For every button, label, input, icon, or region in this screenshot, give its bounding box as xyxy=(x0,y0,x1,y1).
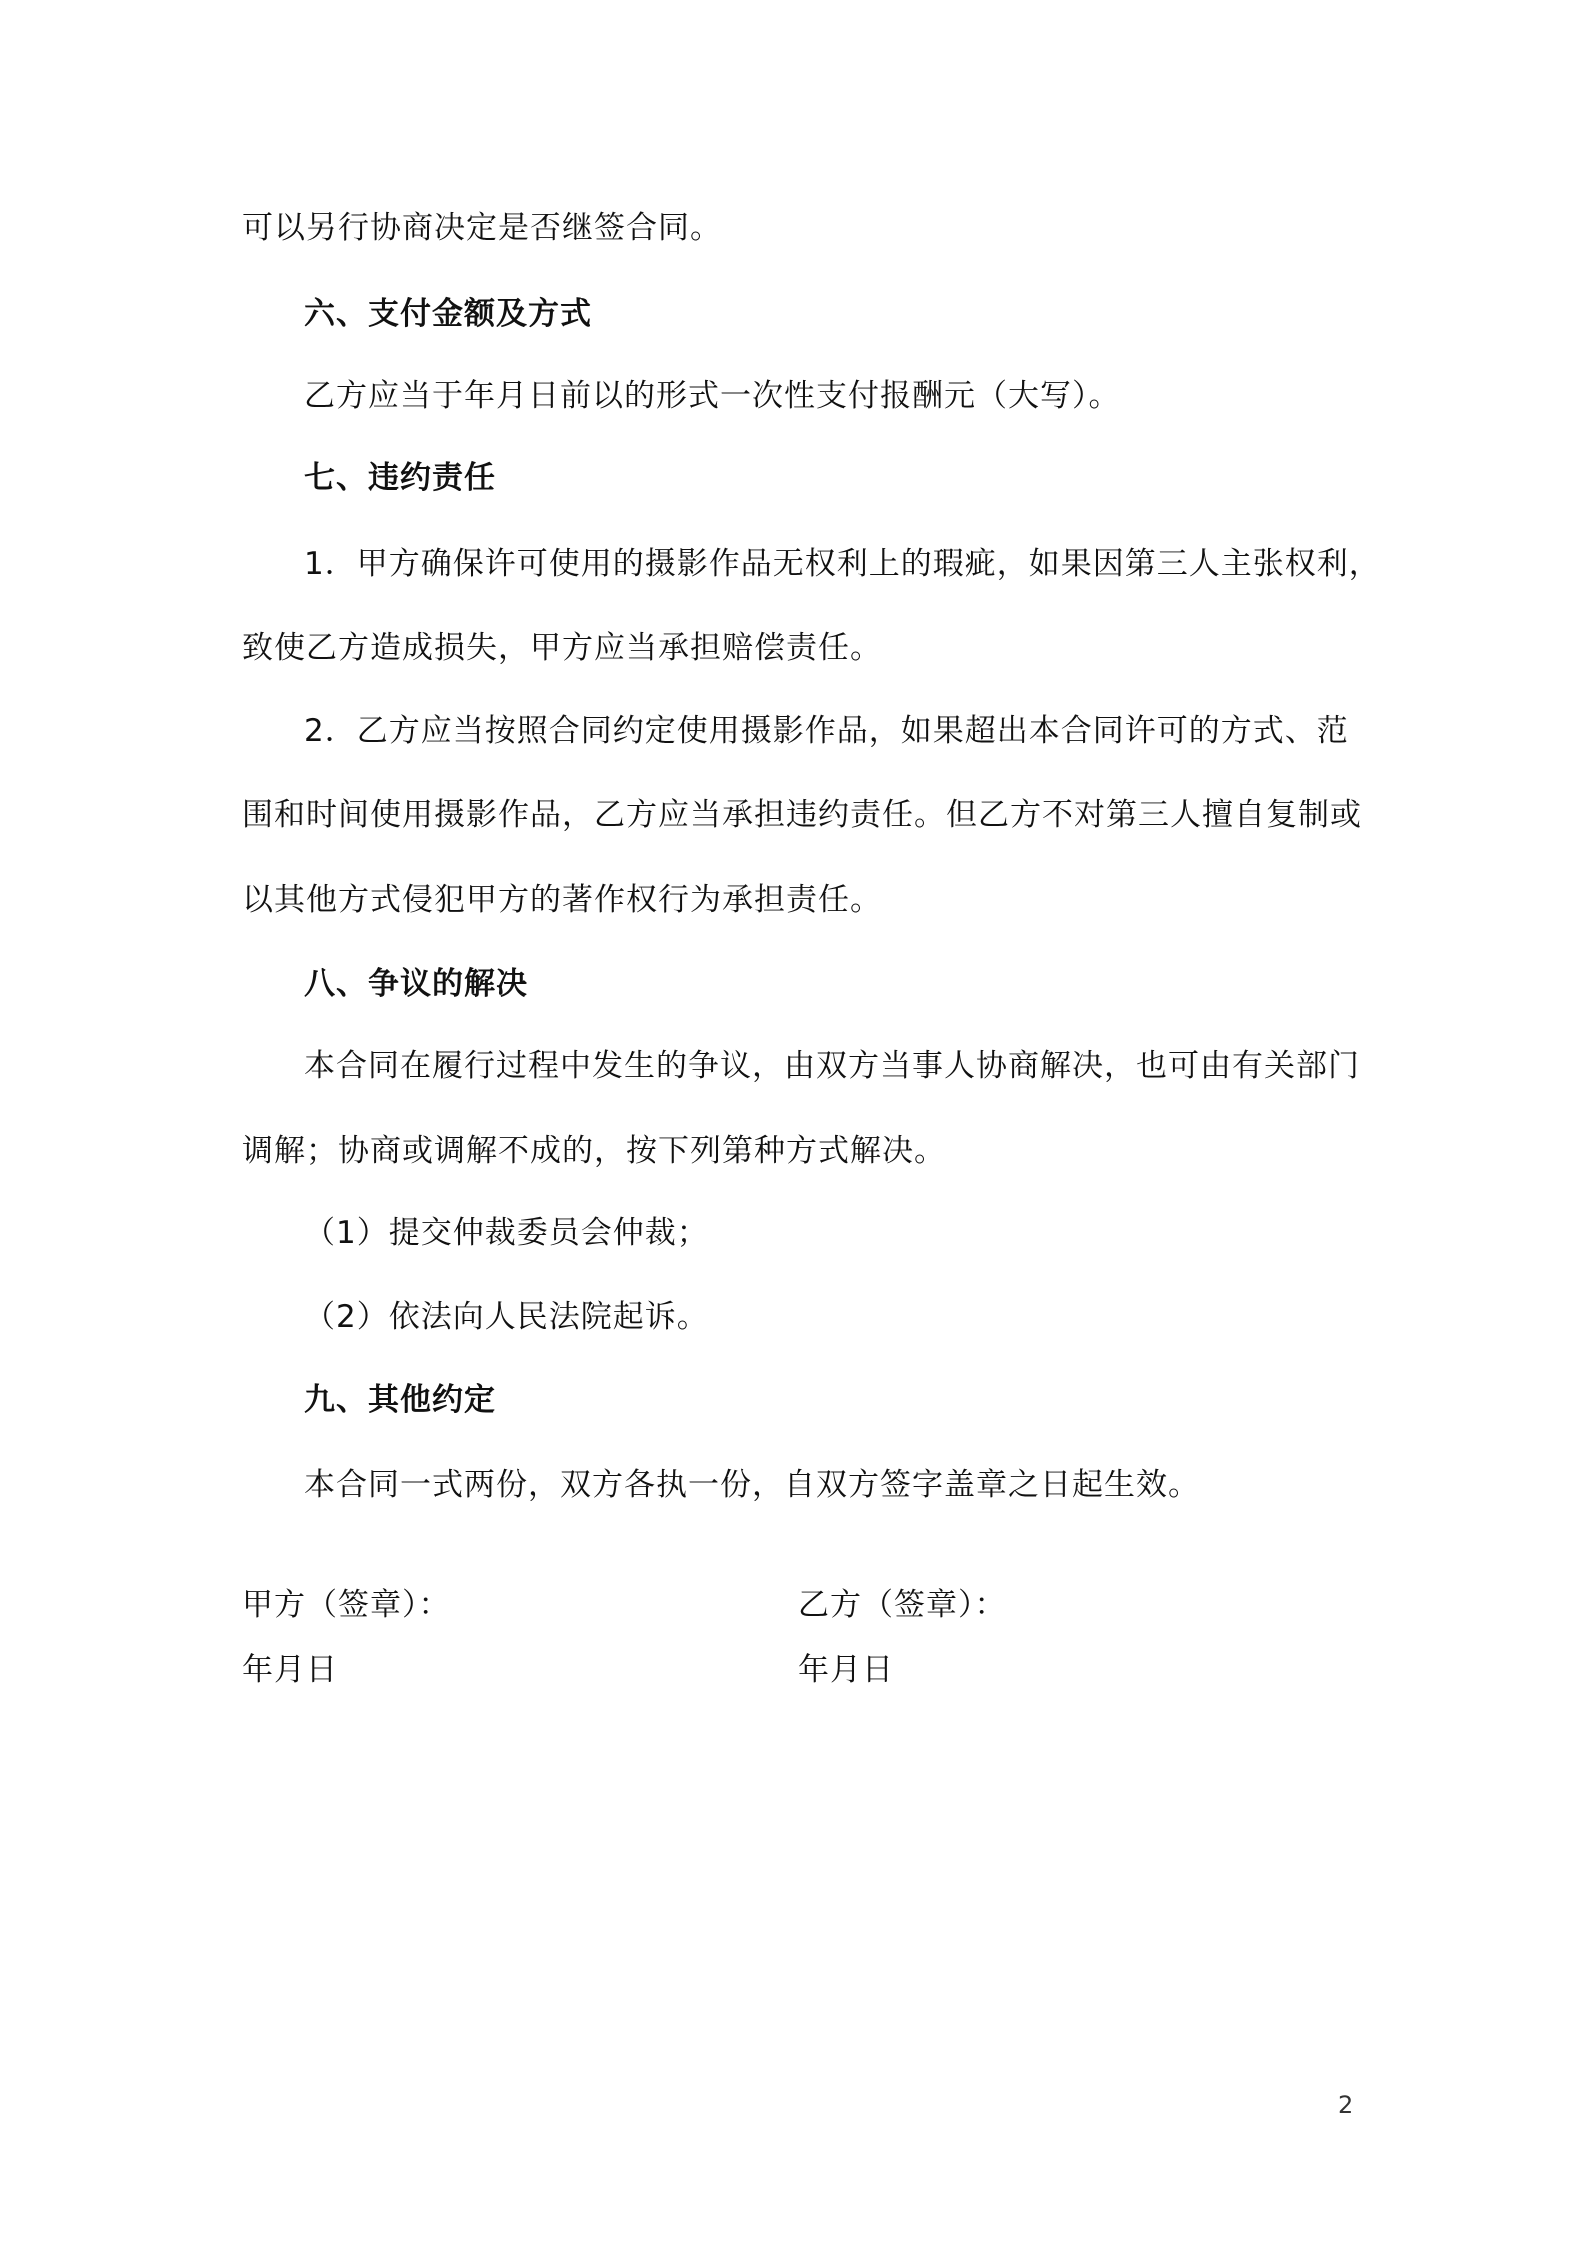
other-terms-paragraph: 本合同一式两份，双方各执一份，自双方签字盖章之日起生效。 xyxy=(304,1467,1200,1503)
liability-item-2-line-1: 2．乙方应当按照合同约定使用摄影作品，如果超出本合同许可的方式、范 xyxy=(304,713,1349,749)
section-heading-other: 九、其他约定 xyxy=(304,1382,496,1418)
liability-item-2-line-3: 以其他方式侵犯甲方的著作权行为承担责任。 xyxy=(242,882,882,918)
dispute-paragraph-line-2: 调解；协商或调解不成的，按下列第种方式解决。 xyxy=(242,1133,946,1169)
liability-item-1-line-2: 致使乙方造成损失，甲方应当承担赔偿责任。 xyxy=(242,630,882,666)
liability-item-1-line-1: 1．甲方确保许可使用的摄影作品无权利上的瑕疵，如果因第三人主张权利， xyxy=(304,546,1381,582)
page-number: 2 xyxy=(1338,2091,1354,2119)
dispute-option-2: （2）依法向人民法院起诉。 xyxy=(304,1299,709,1335)
party-b-date: 年月日 xyxy=(798,1652,894,1688)
section-heading-dispute: 八、争议的解决 xyxy=(304,966,528,1002)
section-heading-payment: 六、支付金额及方式 xyxy=(304,296,592,332)
party-b-signature-label: 乙方（签章）： xyxy=(798,1587,1007,1623)
paragraph-continuation: 可以另行协商决定是否继签合同。 xyxy=(242,210,722,246)
dispute-option-1: （1）提交仲裁委员会仲裁； xyxy=(304,1215,709,1251)
party-a-signature-label: 甲方（签章）： xyxy=(242,1587,451,1623)
section-heading-liability: 七、违约责任 xyxy=(304,460,496,496)
dispute-paragraph-line-1: 本合同在履行过程中发生的争议，由双方当事人协商解决，也可由有关部门 xyxy=(304,1048,1360,1084)
payment-paragraph: 乙方应当于年月日前以的形式一次性支付报酬元（大写）。 xyxy=(304,378,1121,414)
liability-item-2-line-2: 围和时间使用摄影作品，乙方应当承担违约责任。但乙方不对第三人擅自复制或 xyxy=(242,797,1362,833)
party-a-date: 年月日 xyxy=(242,1652,338,1688)
